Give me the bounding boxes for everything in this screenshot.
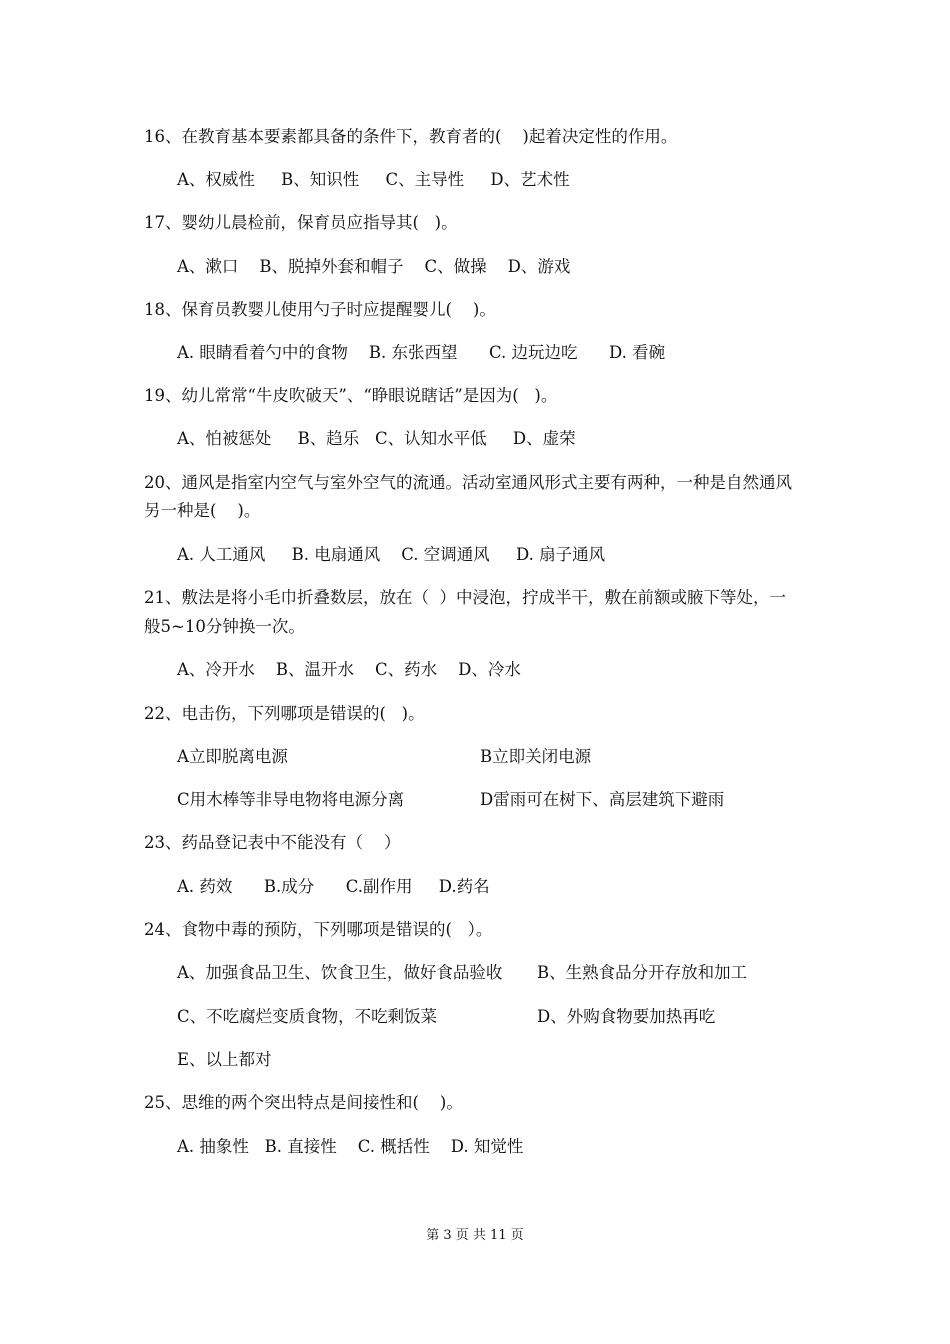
question-21-line2: 般5~10分钟换一次。 (144, 617, 305, 636)
question-23-options: A. 药效 B.成分 C.副作用 D.药名 (177, 877, 490, 896)
question-16-options: A、权威性 B、知识性 C、主导性 D、艺术性 (177, 170, 570, 189)
question-22-option-a: A立即脱离电源 (177, 747, 288, 766)
question-22-option-d: D雷雨可在树下、高层建筑下避雨 (480, 790, 725, 809)
question-19: 19、幼儿常常“牛皮吹破天”、“睁眼说瞎话”是因为( )。 (144, 386, 558, 405)
question-22-option-b: B立即关闭电源 (480, 747, 592, 766)
question-21-options: A、冷开水 B、温开水 C、药水 D、冷水 (177, 660, 521, 679)
question-20-line2: 另一种是( )。 (144, 501, 261, 520)
page-footer: 第 3 页 共 11 页 (426, 1228, 524, 1243)
question-17-options: A、漱口 B、脱掉外套和帽子 C、做操 D、游戏 (177, 257, 571, 276)
question-23: 23、药品登记表中不能没有（ ） (144, 833, 401, 852)
question-16: 16、在教育基本要素都具备的条件下，教育者的( )起着决定性的作用。 (144, 127, 678, 146)
question-25-options: A. 抽象性 B. 直接性 C. 概括性 D. 知觉性 (177, 1137, 524, 1156)
question-18-options: A. 眼睛看着勺中的食物 B. 东张西望 C. 边玩边吃 D. 看碗 (177, 343, 666, 362)
question-24-option-e: E、以上都对 (177, 1050, 272, 1069)
question-24-option-b: B、生熟食品分开存放和加工 (537, 963, 748, 982)
question-21-line1: 21、敷法是将小毛巾折叠数层，放在（ ）中浸泡，拧成半干，敷在前额或腋下等处，一 (144, 588, 786, 607)
question-25: 25、思维的两个突出特点是间接性和( )。 (144, 1093, 463, 1112)
question-18: 18、保育员教婴儿使用勺子时应提醒婴儿( )。 (144, 300, 496, 319)
question-17: 17、婴幼儿晨检前，保育员应指导其( )。 (144, 213, 458, 232)
question-22: 22、电击伤，下列哪项是错误的( )。 (144, 704, 425, 723)
question-24-option-a: A、加强食品卫生、饮食卫生，做好食品验收 (177, 963, 503, 982)
question-22-option-c: C用木棒等非导电物将电源分离 (177, 790, 405, 809)
question-20-options: A. 人工通风 B. 电扇通风 C. 空调通风 D. 扇子通风 (177, 545, 606, 564)
question-19-options: A、怕被惩处 B、趋乐 C、认知水平低 D、虚荣 (177, 429, 576, 448)
question-24-option-c: C、不吃腐烂变质食物，不吃剩饭菜 (177, 1007, 438, 1026)
question-20-line1: 20、通风是指室内空气与室外空气的流通。活动室通风形式主要有两种，一种是自然通风 (144, 473, 792, 492)
question-24-option-d: D、外购食物要加热再吃 (537, 1007, 716, 1026)
question-24: 24、食物中毒的预防，下列哪项是错误的( ）。 (144, 920, 493, 939)
